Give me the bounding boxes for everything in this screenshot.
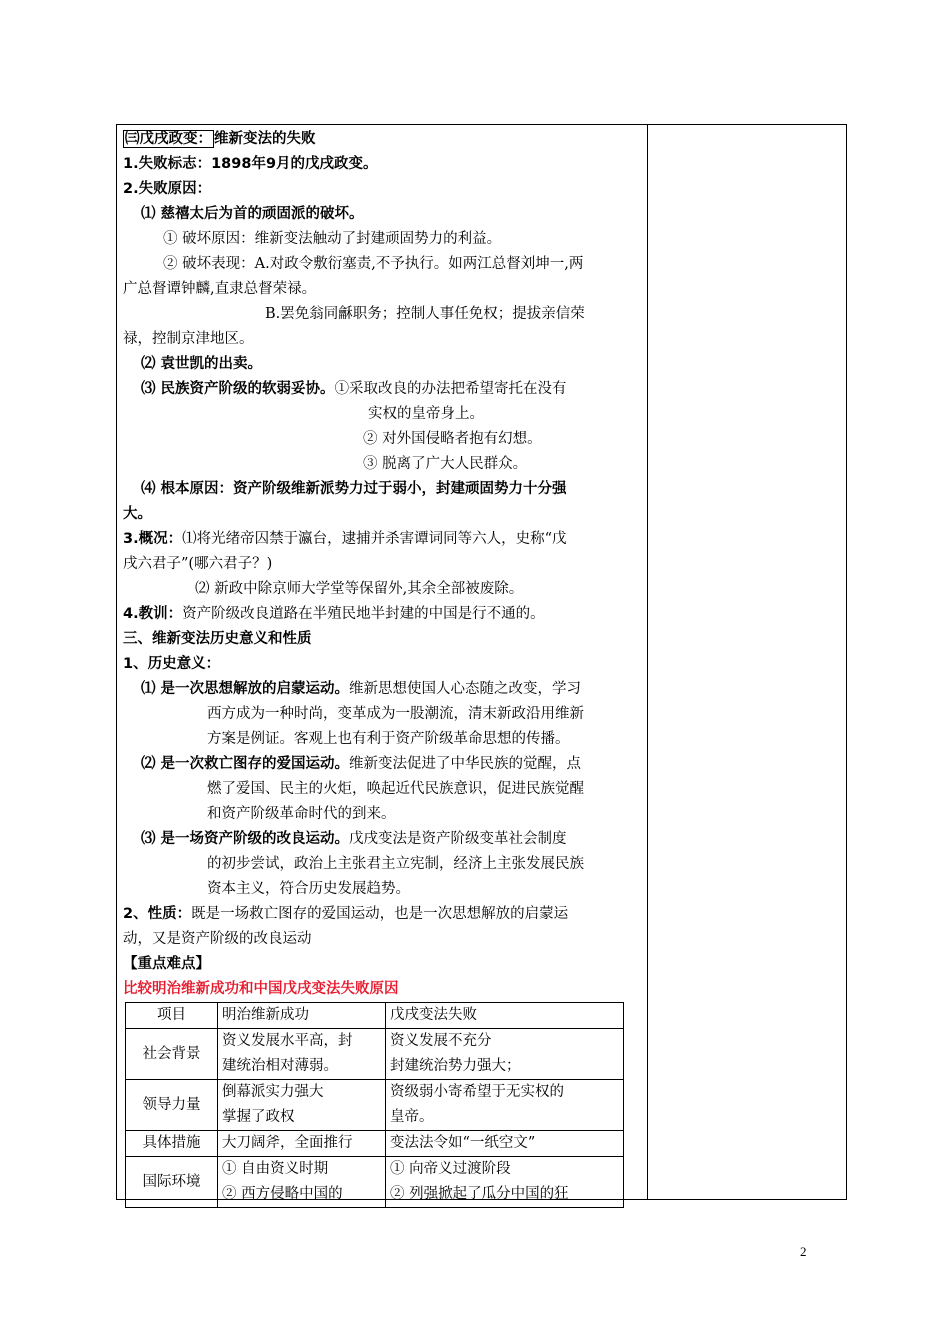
text-line: [123, 477, 641, 502]
cell-line: ① 自由资义时期: [222, 1161, 329, 1177]
cell-line: ② 西方侵略中国的: [222, 1186, 343, 1202]
text-line: [123, 727, 641, 752]
header-wuxu: 戊戌变法失败: [386, 1003, 624, 1029]
meiji-cell: [218, 1131, 386, 1157]
text-segment: 动，又是资产阶级的改良运动: [123, 931, 312, 947]
text-segment: 2、性质：: [123, 906, 192, 922]
text-segment: 实权的皇帝身上。: [368, 406, 484, 422]
text-line: [123, 152, 641, 177]
text-segment: 既是一场救亡图存的爱国运动，也是一次思想解放的启蒙运: [191, 906, 569, 922]
text-line: [123, 752, 641, 777]
text-segment: 戌六君子”(哪六君子？): [123, 556, 273, 572]
text-line: [123, 352, 641, 377]
text-lines: [123, 127, 641, 1002]
text-line: [123, 502, 641, 527]
cell-line: 变法法令如“一纸空文”: [390, 1135, 536, 1151]
cell-line: 掌握了政权: [222, 1109, 295, 1125]
text-line: [123, 677, 641, 702]
page-frame: [116, 124, 847, 1200]
text-segment: ⑴ 是一次思想解放的启蒙运动。: [141, 681, 350, 697]
page-number: 2: [800, 1244, 807, 1259]
text-line: [123, 927, 641, 952]
text-segment: 方案是例证。客观上也有利于资产阶级革命思想的传播。: [207, 731, 570, 747]
cell-line: ② 列强掀起了瓜分中国的狂: [390, 1186, 569, 1202]
cell-line: 大刀阔斧，全面推行: [222, 1135, 353, 1151]
cell-line: 资级弱小寄希望于无实权的: [390, 1084, 564, 1100]
header-item: 项目: [126, 1003, 218, 1029]
text-line: [123, 702, 641, 727]
column-divider: [647, 125, 648, 1199]
cell-line: 封建统治势力强大；: [390, 1058, 521, 1074]
meiji-cell: [218, 1029, 386, 1080]
header-meiji: 明治维新成功: [218, 1003, 386, 1029]
text-line: [123, 827, 641, 852]
text-segment: 三、维新变法历史意义和性质: [123, 631, 312, 647]
text-segment: 4.教训：: [123, 606, 183, 622]
meiji-cell: [218, 1157, 386, 1208]
row-label: 国际环境: [126, 1157, 218, 1208]
text-line: [123, 127, 641, 152]
text-segment: 戊戌变法是资产阶级变革社会制度: [349, 831, 567, 847]
text-line: [123, 852, 641, 877]
wuxu-cell: [386, 1157, 624, 1208]
text-segment: 广总督谭钟麟,直隶总督荣禄。: [123, 281, 317, 297]
wuxu-cell: [386, 1029, 624, 1080]
wuxu-cell: [386, 1080, 624, 1131]
text-segment: ⑵ 袁世凯的出卖。: [141, 356, 263, 372]
text-segment: 西方成为一种时尚，变革成为一股潮流，清末新政沿用维新: [207, 706, 584, 722]
text-line: [123, 627, 641, 652]
text-line: [123, 952, 641, 977]
text-line: [123, 777, 641, 802]
table-row: [126, 1080, 624, 1131]
text-segment: 和资产阶级革命时代的到来。: [207, 806, 396, 822]
text-line: [123, 577, 641, 602]
text-segment: ⑶ 民族资产阶级的软弱妥协。: [141, 381, 335, 397]
cell-line: 建统治相对薄弱。: [222, 1058, 338, 1074]
text-line: [123, 452, 641, 477]
text-line: [123, 877, 641, 902]
text-segment: 维新变法促进了中华民族的觉醒，点: [349, 756, 582, 772]
wuxu-cell: [386, 1131, 624, 1157]
cell-line: 皇帝。: [390, 1109, 434, 1125]
text-segment: 燃了爱国、民主的火炬，唤起近代民族意识，促进民族觉醒: [207, 781, 584, 797]
text-line: [123, 602, 641, 627]
row-label: 领导力量: [126, 1080, 218, 1131]
text-line: [123, 202, 641, 227]
text-segment: 维新思想使国人心态随之改变，学习: [349, 681, 582, 697]
text-line: [123, 977, 641, 1002]
cell-line: 资义发展不充分: [390, 1033, 492, 1049]
comparison-table: [125, 1002, 624, 1208]
text-segment: ㈢戊戌政变：: [125, 131, 212, 147]
cell-line: 倒幕派实力强大: [222, 1084, 324, 1100]
text-line: [123, 377, 641, 402]
text-segment: 禄，控制京津地区。: [123, 331, 254, 347]
text-segment: 资本主义，符合历史发展趋势。: [207, 881, 410, 897]
text-line: [123, 252, 641, 277]
table-row: [126, 1029, 624, 1080]
cell-line: 资义发展水平高，封: [222, 1033, 353, 1049]
text-segment: B.罢免翁同龢职务；控制人事任免权；提拔亲信荣: [265, 306, 585, 322]
text-line: [123, 652, 641, 677]
text-segment: 大。: [123, 506, 152, 522]
text-segment: 的初步尝试，政治上主张君主立宪制，经济上主张发展民族: [207, 856, 584, 872]
text-segment: ①采取改良的办法把希望寄托在没有: [334, 381, 567, 397]
text-segment: ② 破坏表现：A.对政令敷衍塞责,不予执行。如两江总督刘坤一,两: [163, 256, 584, 272]
meiji-cell: [218, 1080, 386, 1131]
text-segment: 3.概况：: [123, 531, 183, 547]
text-segment: 1.失败标志：1898年9月的戊戌政变。: [123, 156, 378, 172]
row-label: 社会背景: [126, 1029, 218, 1080]
text-line: [123, 327, 641, 352]
text-segment: ① 破坏原因：维新变法触动了封建顽固势力的利益。: [163, 231, 502, 247]
text-line: [123, 902, 641, 927]
text-segment: ⑷ 根本原因：资产阶级维新派势力过于弱小，封建顽固势力十分强: [141, 481, 567, 497]
row-label: 具体措施: [126, 1131, 218, 1157]
text-segment: ⑵ 新政中除京师大学堂等保留外,其余全部被废除。: [195, 581, 524, 597]
text-segment: 比较明治维新成功和中国戊戌变法失败原因: [123, 981, 399, 997]
text-segment: ⑴将光绪帝囚禁于瀛台，逮捕并杀害谭词同等六人，史称“戊: [182, 531, 567, 547]
text-segment: ⑵ 是一次救亡图存的爱国运动。: [141, 756, 350, 772]
text-line: [123, 227, 641, 252]
text-line: [123, 402, 641, 427]
text-segment: ③ 脱离了广大人民群众。: [363, 456, 528, 472]
text-segment: ⑴ 慈禧太后为首的顽固派的破坏。: [141, 206, 364, 222]
table-header-row: [126, 1003, 624, 1029]
text-segment: 1、历史意义：: [123, 656, 221, 672]
text-segment: ② 对外国侵略者抱有幻想。: [363, 431, 542, 447]
text-segment: 维新变法的失败: [214, 131, 316, 147]
main-content: [123, 127, 641, 1208]
text-line: [123, 177, 641, 202]
text-segment: ⑶ 是一场资产阶级的改良运动。: [141, 831, 350, 847]
text-line: [123, 552, 641, 577]
text-line: [123, 527, 641, 552]
text-segment: 【重点难点】: [123, 956, 210, 972]
text-segment: 2.失败原因：: [123, 181, 212, 197]
table-row: [126, 1157, 624, 1208]
text-line: [123, 427, 641, 452]
text-segment: 资产阶级改良道路在半殖民地半封建的中国是行不通的。: [182, 606, 545, 622]
cell-line: ① 向帝义过渡阶段: [390, 1161, 511, 1177]
text-line: [123, 802, 641, 827]
text-line: [123, 277, 641, 302]
text-line: [123, 302, 641, 327]
table-row: [126, 1131, 624, 1157]
